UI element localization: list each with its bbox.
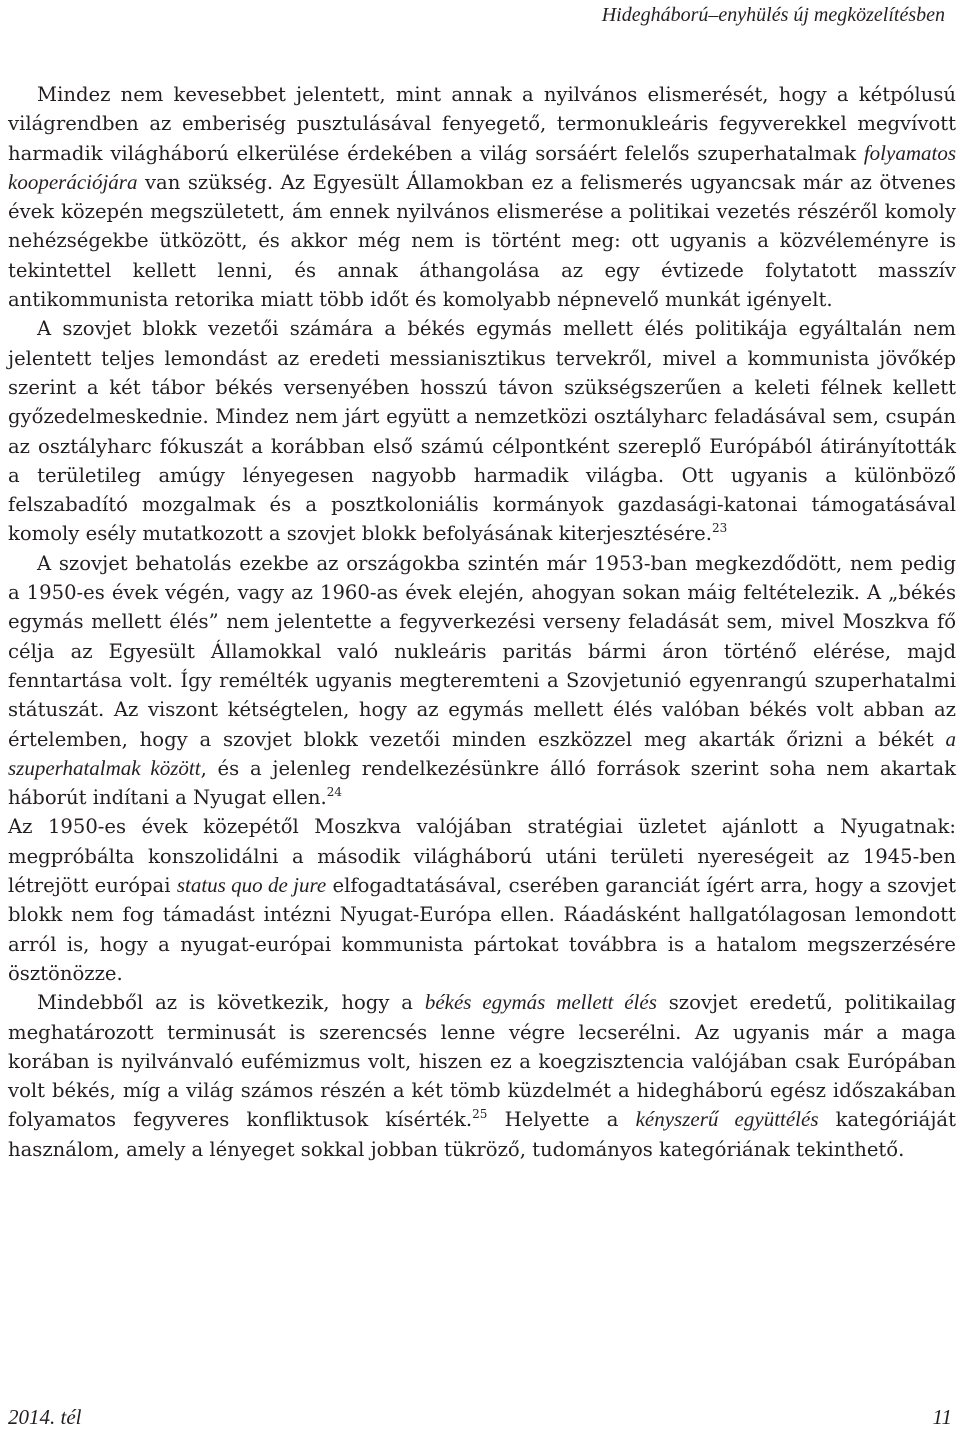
paragraph bbox=[8, 314, 956, 548]
emphasis-text: folyamatos kooperációjára bbox=[8, 140, 956, 194]
emphasis-text: a szuperhatalmak között bbox=[8, 726, 956, 780]
paragraph-text: Mindez nem kevesebbet jelentett, mint annak a nyilvános elismerését, hogy a kétpólusú világrendben az emberiség pusztulásával fenyegető, termonukleáris fegyverekkel megvívott harmadik világháború elkerülése érdekében a világ sorsáért felelős szuperhatalmak bbox=[8, 83, 956, 165]
paragraph-text: Helyette a bbox=[487, 1108, 636, 1132]
paragraph-text: szovjet eredetű, politikailag meghatározott terminusát is szerencsés lenne végre lecserélni. Az ugyanis már a maga korában is nyilvánvaló eufémizmus volt, hiszen ez a koegzisztencia valójában csak Európában volt békés, míg a világ számos részén a két tömb küzdelmét a hidegháború egész időszakában folyamatos fegyveres konfliktusok kísérték. bbox=[8, 991, 956, 1132]
emphasis-text: kényszerű együttélés bbox=[635, 1107, 819, 1132]
issue-date: 2014. tél bbox=[8, 1405, 82, 1429]
paragraph-text: Mindebből az is következik, hogy a bbox=[37, 991, 425, 1015]
paragraph-text: A szovjet blokk vezetői számára a békés egymás mellett élés politikája egyáltalán nem jelentett teljes lemondást az eredeti messianisztikus tervekről, mivel a kommunista jövőkép szerint a két tábor békés versenyében hosszú távon szükségszerűen a keleti félnek kellett győzedelmeskednie. Mindez nem járt együtt a nemzetközi osztályharc feladásával sem, csupán az osztályharc fókuszát a korábban első számú célpontként szereplő Európából átirányították a területileg amúgy lényegesen nagyobb harmadik világba. Ott ugyanis a különböző felszabadító mozgalmak és a posztkoloniális kormányok gazdasági-katonai támogatásával komoly esély mutatkozott a szovjet blokk befolyásának kiterjesztésére. bbox=[8, 317, 956, 546]
paragraph bbox=[8, 988, 956, 1164]
footnote-ref: 23 bbox=[712, 520, 728, 535]
paragraph-text: kategóriáját használom, amely a lényeget sokkal jobban tükröző, tudományos kategóriának tekinthető. bbox=[8, 1108, 956, 1161]
footnote-ref: 25 bbox=[472, 1106, 488, 1121]
footnote-ref: 24 bbox=[326, 784, 343, 799]
emphasis-text: békés egymás mellett élés bbox=[424, 990, 657, 1015]
paragraph bbox=[8, 812, 956, 988]
paragraph-text: , és a jelenleg rendelkezésünkre álló források szerint soha nem akartak háborút indítani a Nyugat ellen. bbox=[8, 756, 956, 810]
paragraph-text: van szükség. Az Egyesült Államokban ez a felismerés ugyancsak már az ötvenes évek közepén megszületett, ám ennek nyilvános elismerése a politikai vezetés részéről komoly nehézségekbe ütközött, és akkor még nem is történt meg: ott ugyanis a közvéleményre is tekintettel kellett lenni, és annak áthangolása az egy évtizede folytatott masszív antikommunista retorika miatt több időt és komolyabb népnevelő munkát igényelt. bbox=[8, 170, 956, 312]
running-head: Hidegháború–enyhülés új megközelítésben bbox=[601, 4, 945, 26]
paragraph bbox=[8, 549, 956, 813]
body-text bbox=[8, 80, 956, 1164]
paragraph bbox=[8, 80, 956, 314]
paragraph-text: Az 1950-es évek közepétől Moszkva valójában stratégiai üzletet ajánlott a Nyugatnak: megpróbálta konszolidálni a második világháború utáni területi nyereségeit az 1945-ben létrejött európai bbox=[8, 815, 956, 898]
emphasis-text: status quo de jure bbox=[176, 873, 327, 898]
paragraph-text: A szovjet behatolás ezekbe az országokba szintén már 1953-ban megkezdődött, nem pedig a 1950-es évek végén, vagy az 1960-as évek elején, ahogyan sokan máig feltételezik. A „békés egymás mellett élés” nem jelentette a fegyverkezési verseny feladását sem, mivel Moszkva fő célja az Egyesült Államokkal való nukleáris paritás bármi áron történő elérése, majd fenntartása volt. Így remélték ugyanis megteremteni a Szovjetunió egyenrangú szuperhatalmi státuszát. Az viszont kétségtelen, hogy az egymás mellett élés valóban békés volt abban az értelemben, hogy a szovjet blokk vezetői minden eszközzel meg akarták őrizni a békét bbox=[8, 551, 956, 751]
paragraph-text: elfogadtatásával, cserében garanciát ígért arra, hogy a szovjet blokk nem fog támadást intézni Nyugat-Európa ellen. Ráadásként hallgatólagosan lemondott arról is, hogy a nyugat-európai kommunista pártokat továbbra is a hatalom megszerzésére ösztönözze. bbox=[8, 874, 956, 985]
page-number: 11 bbox=[932, 1405, 952, 1429]
